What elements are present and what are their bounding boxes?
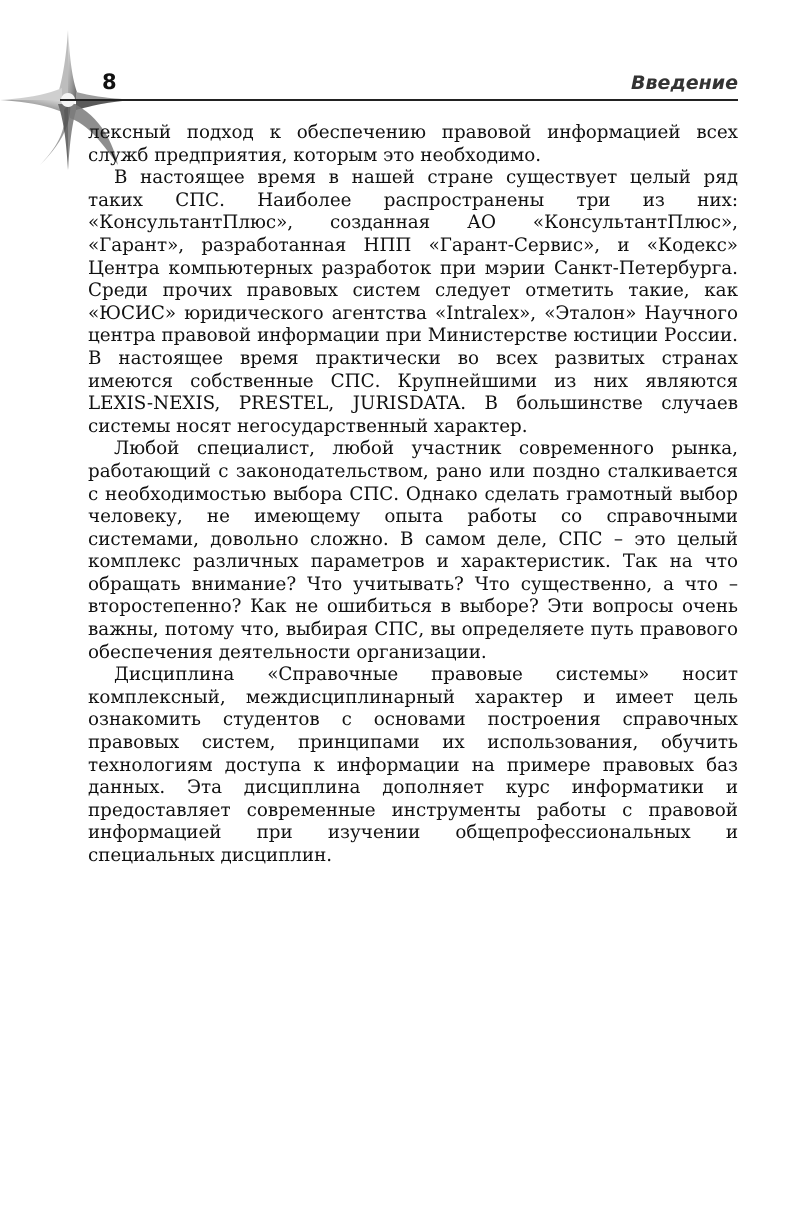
paragraph: лексный подход к обеспечению правовой информацией всех служб предприятия, которым это необходимо.	[88, 122, 738, 166]
header-rule	[60, 99, 738, 101]
paragraph: В настоящее время в нашей стране существует целый ряд таких СПС. Наиболее распространены три из них: «КонсультантПлюс», созданная АО «КонсультантПлюс», «Гарант», разработанная НПП «Гарант-Сервис», и «Кодекс» Центра компьютерных разработок при мэрии Санкт-Петербурга. Среди прочих правовых систем следует отметить такие, как «ЮСИС» юридического агентства «Intralex», «Эталон» Научного центра правовой информации при Министерстве юстиции России. В настоящее время практически во всех развитых странах имеются собственные СПС. Крупнейшими из них являются LEXIS-NEXIS, PRESTEL, JURISDATA. В большинстве случаев системы носят негосударственный характер.	[88, 167, 738, 437]
page-number: 8	[102, 70, 117, 94]
page-header	[0, 66, 798, 106]
paragraph: Любой специалист, любой участник современного рынка, работающий с законодательством, рано или поздно сталкивается с необходимостью выбора СПС. Однако сделать грамотный выбор человеку, не имеющему опыта работы со справочными системами, довольно сложно. В самом деле, СПС – это целый комплекс различных параметров и характеристик. Так на что обращать внимание? Что учитывать? Что существенно, а что – второстепенно? Как не ошибиться в выборе? Эти вопросы очень важны, потому что, выбирая СПС, вы определяете путь правового обеспечения деятельности организации.	[88, 438, 738, 663]
paragraph: Дисциплина «Справочные правовые системы» носит комплексный, междисциплинарный характер и имеет цель ознакомить студентов с основами построения справочных правовых систем, принципами их использования, обучить технологиям доступа к информации на примере правовых баз данных. Эта дисциплина дополняет курс информатики и предоставляет современные инструменты работы с правовой информацией при изучении общепрофессиональных и специальных дисциплин.	[88, 664, 738, 866]
body-text	[88, 122, 738, 868]
running-title: Введение	[631, 72, 738, 94]
